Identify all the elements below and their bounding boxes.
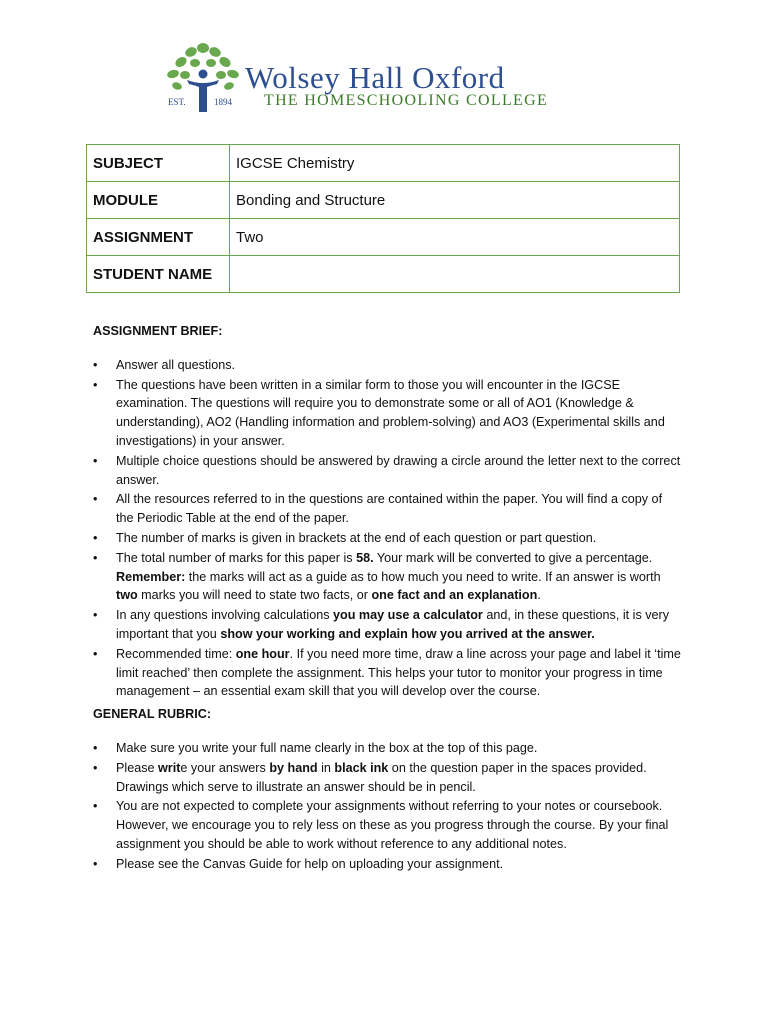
text-span: e your answers — [180, 760, 270, 775]
table-row — [87, 182, 680, 219]
text-span: Recommended time: — [116, 646, 236, 661]
list-item — [93, 529, 683, 548]
text-span: Your mark will be converted to give a percentage. — [373, 550, 653, 565]
text-span: Please — [116, 760, 159, 775]
bold-text: two — [116, 588, 138, 603]
module-value: Bonding and Structure — [230, 182, 680, 219]
list-item — [93, 606, 683, 644]
bold-text: black ink — [334, 760, 389, 775]
brand-tagline: THE HOMESCHOOLING COLLEGE — [264, 92, 549, 109]
assignment-brief-heading: ASSIGNMENT BRIEF: — [93, 324, 223, 338]
assignment-info-table — [86, 144, 680, 293]
list-item — [93, 645, 683, 701]
assignment-value: Two — [230, 219, 680, 256]
text-span: Multiple choice questions should be answered by drawing a circle around the letter next to the correct answer. — [116, 453, 681, 487]
list-item — [93, 549, 683, 605]
general-rubric-heading: GENERAL RUBRIC: — [93, 707, 212, 722]
text-span: In any questions involving calculations — [116, 608, 334, 623]
bold-text: writ — [158, 760, 181, 775]
founded-year: 1894 — [214, 97, 232, 107]
assignment-label: ASSIGNMENT — [87, 219, 230, 256]
text-span: Make sure you write your full name clearly in the box at the top of this page. — [116, 740, 538, 755]
est-label: EST. — [168, 97, 186, 107]
bold-text: one hour — [235, 646, 290, 661]
text-span: the marks will act as a guide as to how much you need to write. If an answer is worth — [185, 569, 661, 584]
text-span: on the question paper in the spaces provided. Drawings which serve to illustrate an answer should be in pencil. — [116, 760, 647, 794]
text-span: Please see the Canvas Guide for help on uploading your assignment. — [116, 856, 504, 871]
student-name-label: STUDENT NAME — [87, 256, 230, 293]
brand-name: Wolsey Hall Oxford — [245, 60, 505, 95]
text-span: The total number of marks for this paper is — [116, 550, 357, 565]
instructions — [93, 322, 683, 875]
bold-text: show your working and explain how you arrived at the answer. — [220, 626, 595, 641]
bold-text: 58. — [356, 550, 374, 565]
list-item — [93, 797, 683, 853]
table-row — [87, 219, 680, 256]
list-item — [93, 490, 683, 528]
text-span: . — [537, 588, 541, 603]
bold-text: you may use a calculator — [333, 608, 483, 623]
module-label: MODULE — [87, 182, 230, 219]
text-span: marks you will need to state two facts, or — [137, 588, 372, 603]
list-item — [93, 855, 683, 874]
student-name-field[interactable] — [230, 256, 680, 293]
text-span: All the resources referred to in the questions are contained within the paper. You will find a copy of the Periodic Table at the end of the paper. — [116, 492, 663, 526]
bold-text: Remember: — [116, 569, 186, 584]
list-item — [93, 376, 683, 451]
college-logo — [163, 40, 603, 116]
list-item — [93, 759, 683, 797]
text-span: The questions have been written in a similar form to those you will encounter in the IGCSE examination. The questions will require you to demonstrate some or all of AO1 (Knowledge & understanding), AO2 (Handling information and problem-solving) and AO3 (Experimental skills and investigations) in your answer. — [116, 377, 665, 448]
table-row — [87, 145, 680, 182]
list-item — [93, 739, 683, 758]
text-span: You are not expected to complete your assignments without referring to your notes or coursebook. However, we encourage you to rely less on these as you progress through the course. By your final assignment you should be able to work without reference to any additional notes. — [116, 799, 669, 851]
bold-text: by hand — [269, 760, 318, 775]
bold-text: one fact and an explanation — [371, 588, 538, 603]
list-item — [93, 452, 683, 490]
list-item — [93, 356, 683, 375]
general-rubric-list — [93, 739, 683, 874]
text-span: Answer all questions. — [116, 357, 236, 372]
text-span: in — [317, 760, 335, 775]
text-span: The number of marks is given in brackets at the end of each question or part question. — [116, 530, 597, 545]
text-span: and, in these questions, it is very important that you — [116, 608, 670, 641]
text-span: . If you need more time, draw a line across your page and label it ‘time limit reached’ then complete the assignment. This helps your tutor to monitor your progress in time management – an essential exam skill that you will develop over the course. — [116, 646, 681, 699]
table-row — [87, 256, 680, 293]
assignment-brief-list — [93, 356, 683, 701]
subject-label: SUBJECT — [87, 145, 230, 182]
subject-value: IGCSE Chemistry — [230, 145, 680, 182]
